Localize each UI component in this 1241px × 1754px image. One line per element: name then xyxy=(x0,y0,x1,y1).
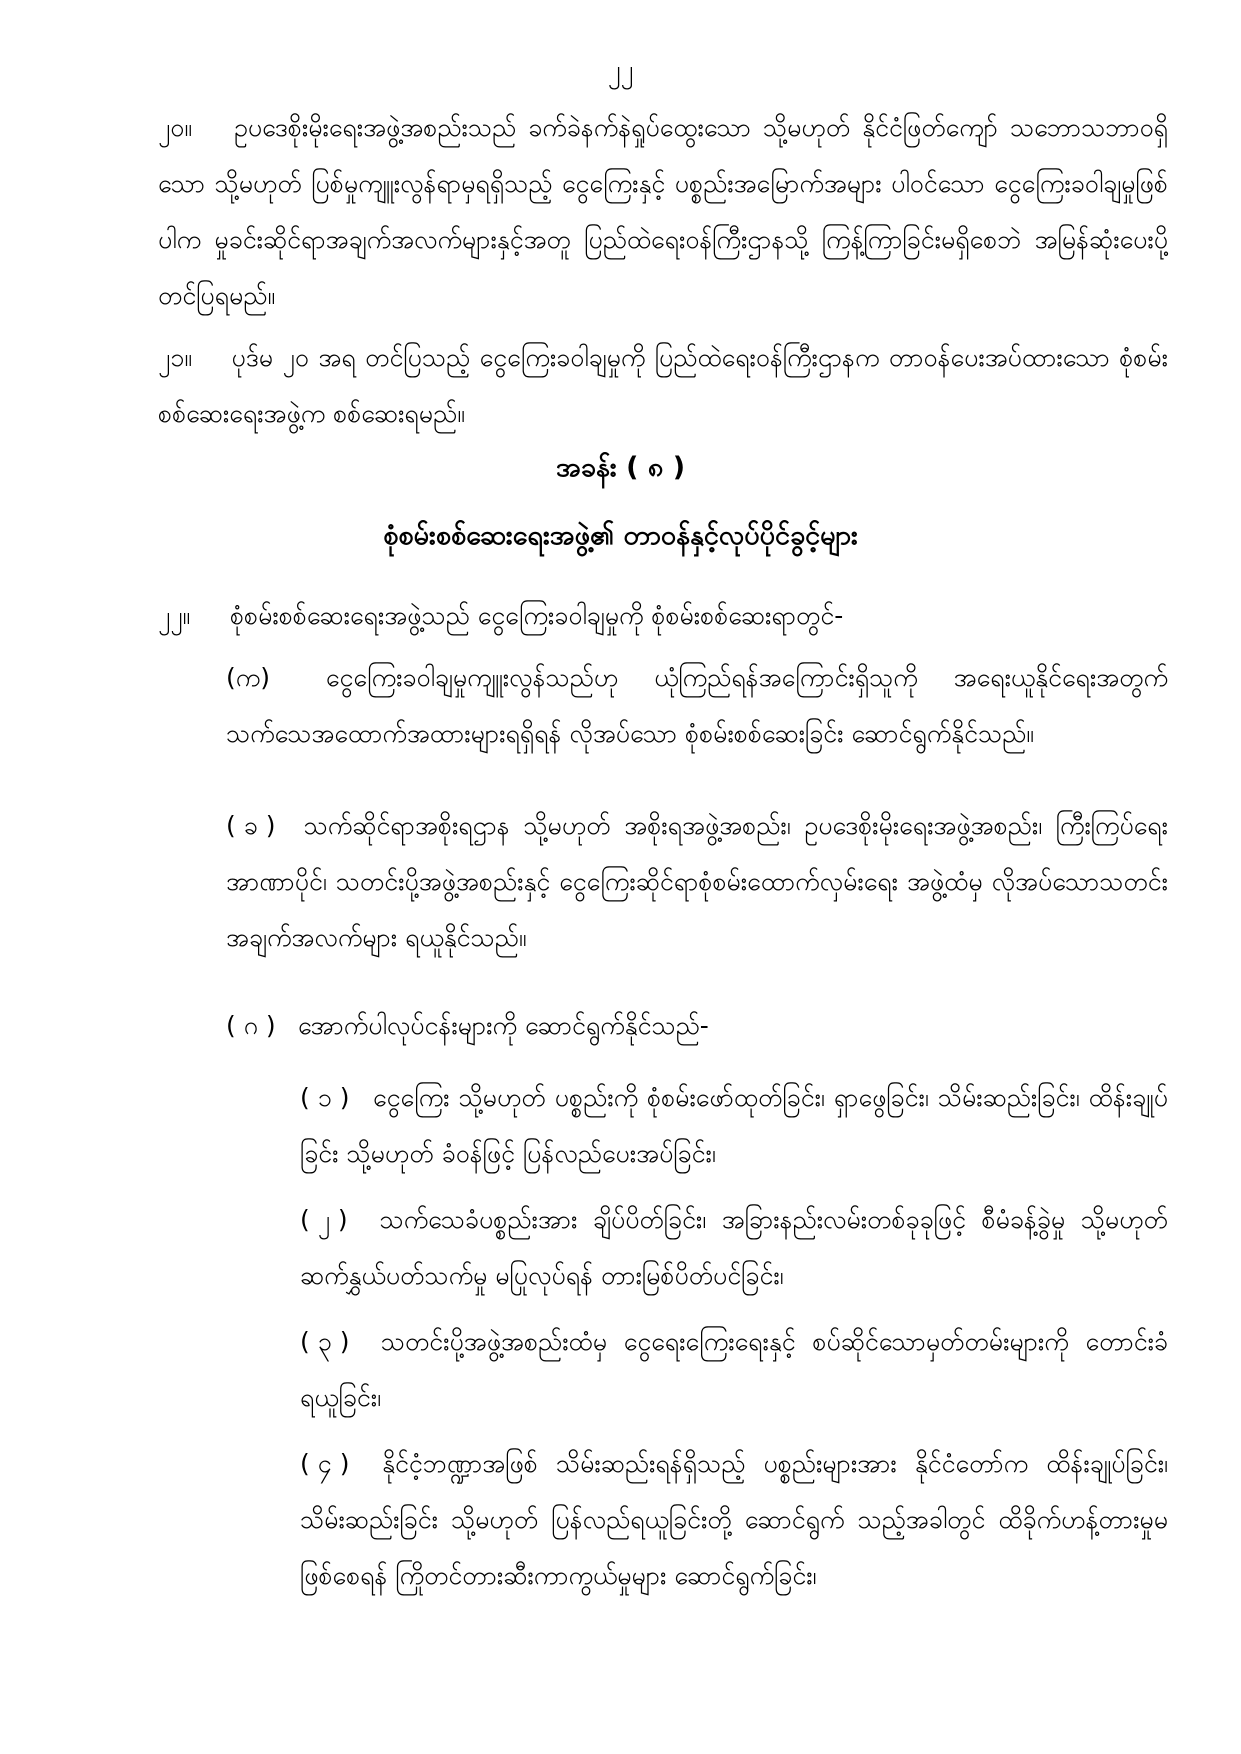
section-20 xyxy=(158,100,1168,330)
item-label: (က) xyxy=(226,663,270,692)
section-22-item-ka xyxy=(226,650,1168,818)
page-number: ၂၂ xyxy=(607,55,634,85)
section-22-item-ga xyxy=(226,998,1168,1054)
subitem-text: သက်သေခံပစ္စည်းအား ချိပ်ပိတ်ခြင်း၊ အခြားနည်းလမ်းတစ်ခုခုဖြင့် စီမံခန့်ခွဲမှု သို့မဟုတ် ဆက်နွှယ်ပတ်သက်မှု မပြုလုပ်ရန် တားမြစ်ပိတ်ပင်ခြင်း၊ xyxy=(300,1205,1168,1290)
subitem-label: ( ၁ ) xyxy=(300,1083,350,1112)
subitem-text: သတင်းပို့အဖွဲ့အစည်းထံမှ ငွေရေးကြေးရေးနှင့် စပ်ဆိုင်သောမှတ်တမ်းများကို တောင်းခံရယူခြင်း၊ xyxy=(300,1327,1168,1412)
chapter-heading: အခန်း ( ၈ ) xyxy=(555,452,686,483)
subitem-label: ( ၄ ) xyxy=(300,1449,350,1478)
item-text: အောက်ပါလုပ်ငန်းများကို ဆောင်ရွက်နိုင်သည်- xyxy=(297,1011,709,1040)
subitem-label: ( ၂ ) xyxy=(300,1205,348,1234)
subitem-text: ငွေကြေး သို့မဟုတ် ပစ္စည်းကို စုံစမ်းဖော်ထုတ်ခြင်း၊ ရှာဖွေခြင်း၊ သိမ်းဆည်းခြင်း၊ ထိန်းချုပ်ခြင်း သို့မဟုတ် ခံဝန်ဖြင့် ပြန်လည်ပေးအပ်ခြင်း၊ xyxy=(300,1083,1168,1168)
item-text: သက်ဆိုင်ရာအစိုးရဌာန သို့မဟုတ် အစိုးရအဖွဲ့အစည်း၊ ဥပဒေစိုးမိုးရေးအဖွဲ့အစည်း၊ ကြီးကြပ်ရေးအာဏာပိုင်၊ သတင်းပို့အဖွဲ့အစည်းနှင့် ငွေကြေးဆိုင်ရာစုံစမ်းထောက်လှမ်းရေး အဖွဲ့ထံမှ လိုအပ်သောသတင်းအချက်အလက်များ ရယူနိုင်သည်။ xyxy=(226,811,1168,952)
item-text: ငွေကြေးခဝါချမှုကျူးလွန်သည်ဟု ယုံကြည်ရန်အကြောင်းရှိသူကို အရေးယူနိုင်ရေးအတွက် သက်သေအထောက်အထားများရရှိရန် လိုအပ်သော စုံစမ်းစစ်ဆေးခြင်း ဆောင်ရွက်နိုင်သည်။ xyxy=(226,663,1168,748)
section-21-text: ပုဒ်မ ၂၀ အရ တင်ပြသည့် ငွေကြေးခဝါချမှုကို ပြည်ထဲရေးဝန်ကြီးဌာနက တာဝန်ပေးအပ်ထားသော စုံစမ်းစစ်ဆေးရေးအဖွဲ့က စစ်ဆေးရမည်။ xyxy=(158,343,1168,428)
chapter-title: စုံစမ်းစစ်ဆေးရေးအဖွဲ့၏ တာဝန်နှင့်လုပ်ပိုင်ခွင့်များ xyxy=(383,520,858,551)
section-20-label: ၂၀။ xyxy=(158,113,192,142)
subitem-2 xyxy=(300,1192,1168,1304)
section-21 xyxy=(158,330,1168,442)
subitem-3 xyxy=(300,1314,1168,1426)
section-22-text: စုံစမ်းစစ်ဆေးရေးအဖွဲ့သည် ငွေကြေးခဝါချမှုကို စုံစမ်းစစ်ဆေးရာတွင်- xyxy=(229,601,844,630)
section-21-label: ၂၁။ xyxy=(158,343,192,372)
subitem-1 xyxy=(300,1070,1168,1182)
section-20-text: ဥပဒေစိုးမိုးရေးအဖွဲ့အစည်းသည် ခက်ခဲနက်နဲရှုပ်ထွေးသော သို့မဟုတ် နိုင်ငံဖြတ်ကျော် သဘောသဘာဝရှိသော သို့မဟုတ် ပြစ်မှုကျူးလွန်ရာမှရရှိသည့် ငွေကြေးနှင့် ပစ္စည်းအမြောက်အများ ပါဝင်သော ငွေကြေးခဝါချမှုဖြစ်ပါက မှုခင်းဆိုင်ရာအချက်အလက်များနှင့်အတူ ပြည်ထဲရေးဝန်ကြီးဌာနသို့ ကြန့်ကြာခြင်းမရှိစေဘဲ အမြန်ဆုံးပေးပို့တင်ပြရမည်။ xyxy=(158,113,1168,310)
subitem-text: နိုင်ငံ့ဘဏ္ဍာအဖြစ် သိမ်းဆည်းရန်ရှိသည့် ပစ္စည်းများအား နိုင်ငံတော်က ထိန်းချုပ်ခြင်း၊ သိမ်းဆည်းခြင်း သို့မဟုတ် ပြန်လည်ရယူခြင်းတို့ ဆောင်ရွက် သည့်အခါတွင် ထိခိုက်ဟန့်တားမှုမဖြစ်စေရန် ကြိုတင်တားဆီးကာကွယ်မှုများ ဆောင်ရွက်ခြင်း၊ xyxy=(300,1449,1168,1590)
subitem-4 xyxy=(300,1436,1168,1660)
item-label: ( ခ ) xyxy=(226,811,276,840)
section-22-label: ၂၂။ xyxy=(158,601,191,630)
section-22 xyxy=(158,588,1168,644)
item-label: ( ဂ ) xyxy=(226,1011,276,1040)
subitem-label: ( ၃ ) xyxy=(300,1327,350,1356)
section-22-item-kha xyxy=(226,798,1168,966)
